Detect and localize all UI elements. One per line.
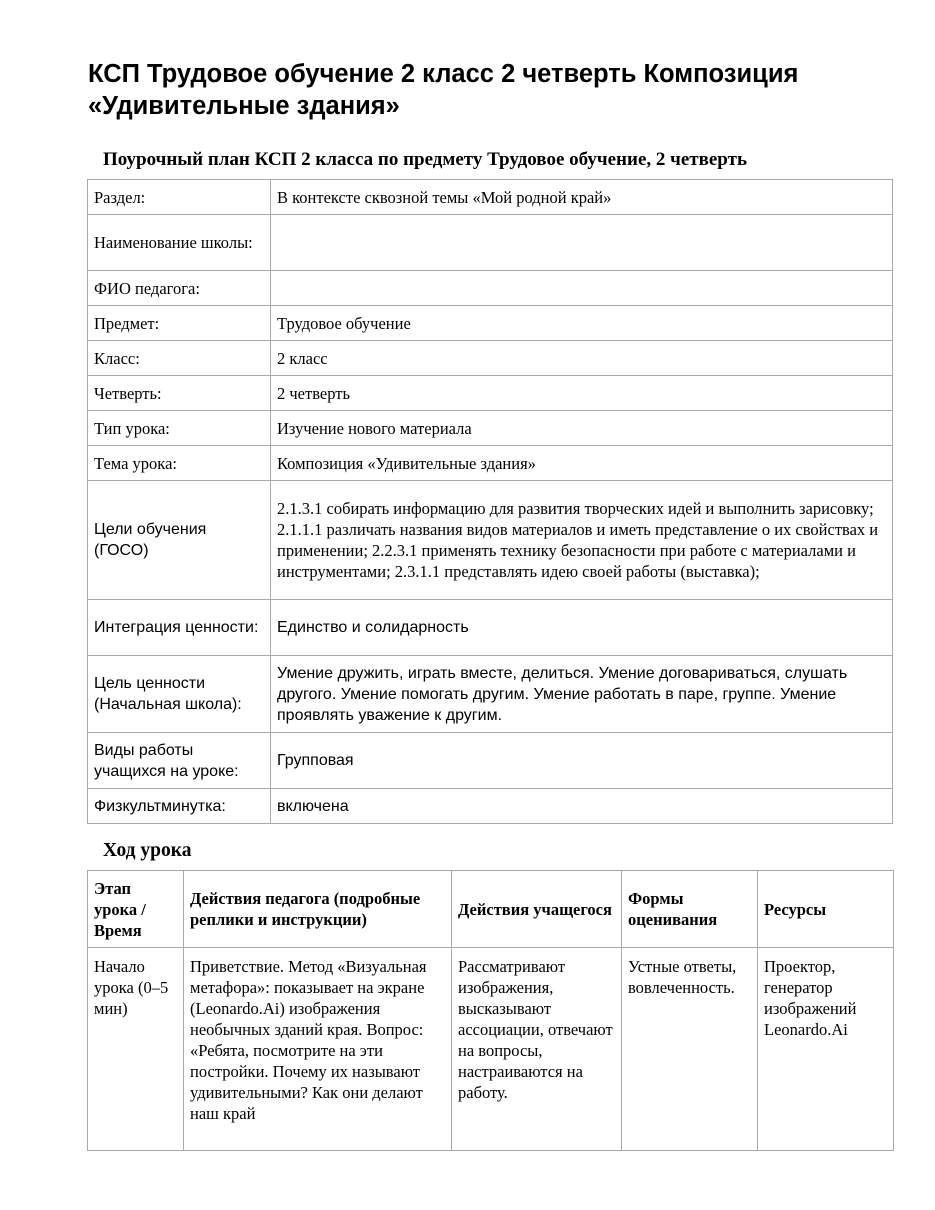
row-value-subject: Трудовое обучение	[271, 306, 893, 341]
row-value-lesson-topic: Композиция «Удивительные здания»	[271, 446, 893, 481]
row-label-lesson-topic: Тема урока:	[88, 446, 271, 481]
row-value-lesson-type: Изучение нового материала	[271, 411, 893, 446]
column-header-assessment: Формы оценивания	[622, 871, 758, 948]
table-row	[88, 411, 893, 446]
column-header-stage: Этап урока / Время	[88, 871, 184, 948]
row-label-teacher: ФИО педагога:	[88, 271, 271, 306]
cell-resources: Проектор, генератор изображений Leonardo.Ai	[758, 948, 894, 1151]
table-row	[88, 656, 893, 733]
row-label-lesson-type: Тип урока:	[88, 411, 271, 446]
row-label-work-types: Виды работы учащихся на уроке:	[88, 733, 271, 789]
lesson-progress-heading: Ход урока	[103, 840, 192, 861]
row-value-teacher	[271, 271, 893, 306]
cell-teacher-actions: Приветствие. Метод «Визуальная метафора»: показывает на экране (Leonardo.Ai) изображения необычных зданий края. Вопрос: «Ребята, посмотрите на эти постройки. Почему их называют удивительными? Как они делают наш край	[184, 948, 452, 1151]
row-label-subject: Предмет:	[88, 306, 271, 341]
table-row	[88, 271, 893, 306]
row-value-grade: 2 класс	[271, 341, 893, 376]
table-row	[88, 789, 893, 824]
table-row	[88, 306, 893, 341]
table-row	[88, 341, 893, 376]
table-row	[88, 733, 893, 789]
document-title: КСП Трудовое обучение 2 класс 2 четверть Композиция «Удивительные здания»	[88, 60, 799, 120]
row-label-physical-break: Физкультминутка:	[88, 789, 271, 824]
row-value-learning-goals: 2.1.3.1 собирать информацию для развития творческих идей и выполнить зарисовку; 2.1.1.1 различать названия видов материалов и иметь представление о их свойствах и применении; 2.2.3.1 применять технику безопасности при работе с материалами и инструментами; 2.3.1.1 представлять идею своей работы (выставка);	[271, 481, 893, 600]
table-row	[88, 446, 893, 481]
table-row	[88, 215, 893, 271]
row-label-value-integration: Интеграция ценности:	[88, 600, 271, 656]
cell-assessment: Устные ответы, вовлеченность.	[622, 948, 758, 1151]
row-value-section: В контексте сквозной темы «Мой родной край»	[271, 180, 893, 215]
cell-stage: Начало урока (0–5 мин)	[88, 948, 184, 1151]
row-value-value-goal: Умение дружить, играть вместе, делиться. Умение договариваться, слушать другого. Умение помогать другим. Умение работать в паре, группе. Умение проявлять уважение к другим.	[271, 656, 893, 733]
row-value-value-integration: Единство и солидарность	[271, 600, 893, 656]
row-label-school: Наименование школы:	[88, 215, 271, 271]
cell-student-actions: Рассматривают изображения, высказывают ассоциации, отвечают на вопросы, настраиваются на работу.	[452, 948, 622, 1151]
table-row	[88, 948, 894, 1151]
row-value-quarter: 2 четверть	[271, 376, 893, 411]
row-label-learning-goals: Цели обучения (ГОСО)	[88, 481, 271, 600]
row-label-value-goal: Цель ценности (Начальная школа):	[88, 656, 271, 733]
row-label-quarter: Четверть:	[88, 376, 271, 411]
row-value-school	[271, 215, 893, 271]
row-value-work-types: Групповая	[271, 733, 893, 789]
column-header-teacher-actions: Действия педагога (подробные реплики и инструкции)	[184, 871, 452, 948]
column-header-resources: Ресурсы	[758, 871, 894, 948]
plan-subtitle: Поурочный план КСП 2 класса по предмету Трудовое обучение, 2 четверть	[103, 149, 747, 170]
column-header-student-actions: Действия учащегося	[452, 871, 622, 948]
table-row	[88, 180, 893, 215]
table-row	[88, 481, 893, 600]
table-row	[88, 600, 893, 656]
table-row	[88, 376, 893, 411]
row-value-physical-break: включена	[271, 789, 893, 824]
row-label-grade: Класс:	[88, 341, 271, 376]
row-label-section: Раздел:	[88, 180, 271, 215]
lesson-progress-table	[87, 870, 894, 1151]
table-header-row	[88, 871, 894, 948]
lesson-info-table	[87, 179, 893, 824]
